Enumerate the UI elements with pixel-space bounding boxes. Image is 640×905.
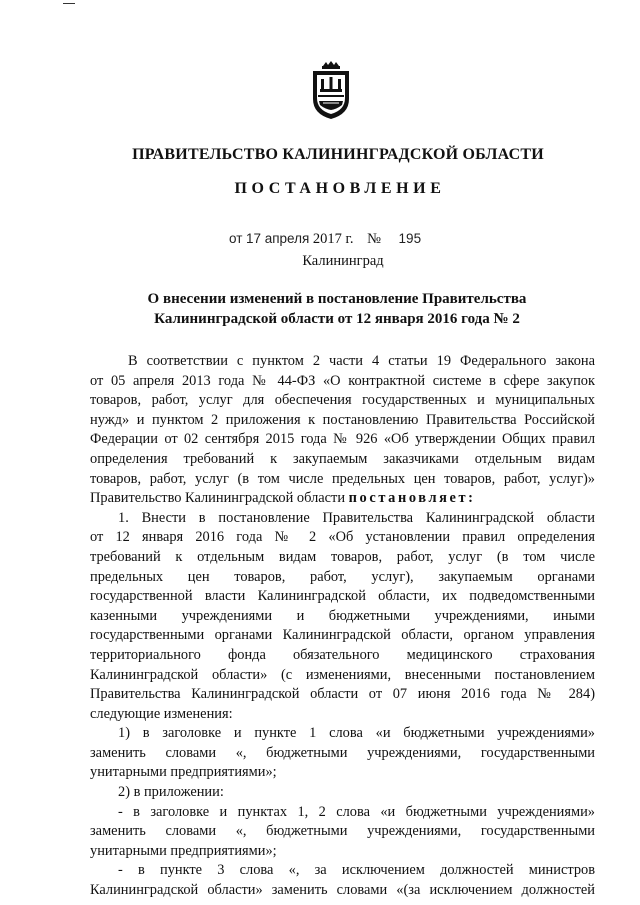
body-line: государственными органами Калининградской области, органом управления [90,627,595,644]
body-line: - в пункте 3 слова «, за исключением должностей министров [118,862,595,879]
body-line: Правительства Калининградской области от 07 июня 2016 года № 284) [90,686,595,703]
subject-line: О внесении изменений в постановление Правительства [147,291,527,307]
body-line: от 05 апреля 2013 года № 44-ФЗ «О контрактной системе в сфере закупок [90,372,595,389]
date-month: апреля [264,231,310,246]
body-line: территориального фонда обязательного медицинского страхования [90,646,595,663]
body-line: 1) в заголовке и пункте 1 слова «и бюджетными учреждениями» [118,725,595,742]
body-line: В соответствии с пунктом 2 части 4 статьи 19 Федерального закона [128,353,595,369]
body-line: Федерации от 02 сентября 2015 года № 926 «Об утверждении Общих правил [90,431,595,448]
subject-line: Калининградской области от 12 января 2016 года № 2 [154,311,520,327]
body-line [90,489,595,509]
body-line: казенными учреждениями и бюджетными учреждениями, иными [90,607,595,624]
decree-body [90,352,595,901]
body-line: определения требований к закупаемым заказчиками отдельным видам [90,450,595,467]
number-sign: № [367,231,381,247]
body-line: товаров, работ, услуг (в том числе предельных цен товаров, работ, услуг)» [90,470,595,487]
document-number: 195 [398,231,422,246]
body-line: заменить словами «, бюджетными учреждениями, государственными [90,744,595,761]
body-line: государственной власти Калининградской области, их подведомственными [90,588,595,605]
body-line: требований к отдельным видам товаров, работ, услуг (в том числе [90,548,595,565]
body-line: следующие изменения: [90,705,233,722]
body-line: унитарными предприятиями»; [90,842,277,859]
body-line: заменить словами «, бюджетными учреждениями, государственными [90,823,595,840]
date-day: 17 [246,231,262,246]
body-line: 2) в приложении: [118,784,224,801]
city-name: Калининград [302,253,384,269]
date-number-line [229,231,421,248]
body-line: предельных цен товаров, работ, услуг), закупаемым органами [90,568,595,585]
body-line: Калининградской области» (с изменениями, внесенными постановлением [90,666,595,683]
document-type-title: ПОСТАНОВЛЕНИЕ [234,180,446,197]
body-line: товаров, работ, услуг для обеспечения государственных и муниципальных [90,392,595,409]
government-name: ПРАВИТЕЛЬСТВО КАЛИНИНГРАДСКОЙ ОБЛАСТИ [132,146,544,163]
body-line: 1. Внести в постановление Правительства Калининградской области [118,509,595,526]
body-line: - в заголовке и пунктах 1, 2 слова «и бюджетными учреждениями» [118,803,595,820]
date-year: 2017 г. [312,231,354,247]
resolves-word: постановляет: [348,490,476,507]
body-line: нужд» и пунктом 2 приложения к постановлению Правительства Российской [90,411,595,428]
body-line: от 12 января 2016 года № 2 «Об установлении правил определения [90,529,595,546]
decree-subject [0,289,640,329]
body-line: Калининградской области» заменить словами «(за исключением должностей [90,882,595,899]
body-line-text: Правительство Калининградской области [90,490,346,507]
body-line: унитарными предприятиями»; [90,764,277,781]
date-prefix: от [229,231,243,246]
coat-of-arms-emblem [309,59,353,121]
scan-mark [63,3,75,4]
